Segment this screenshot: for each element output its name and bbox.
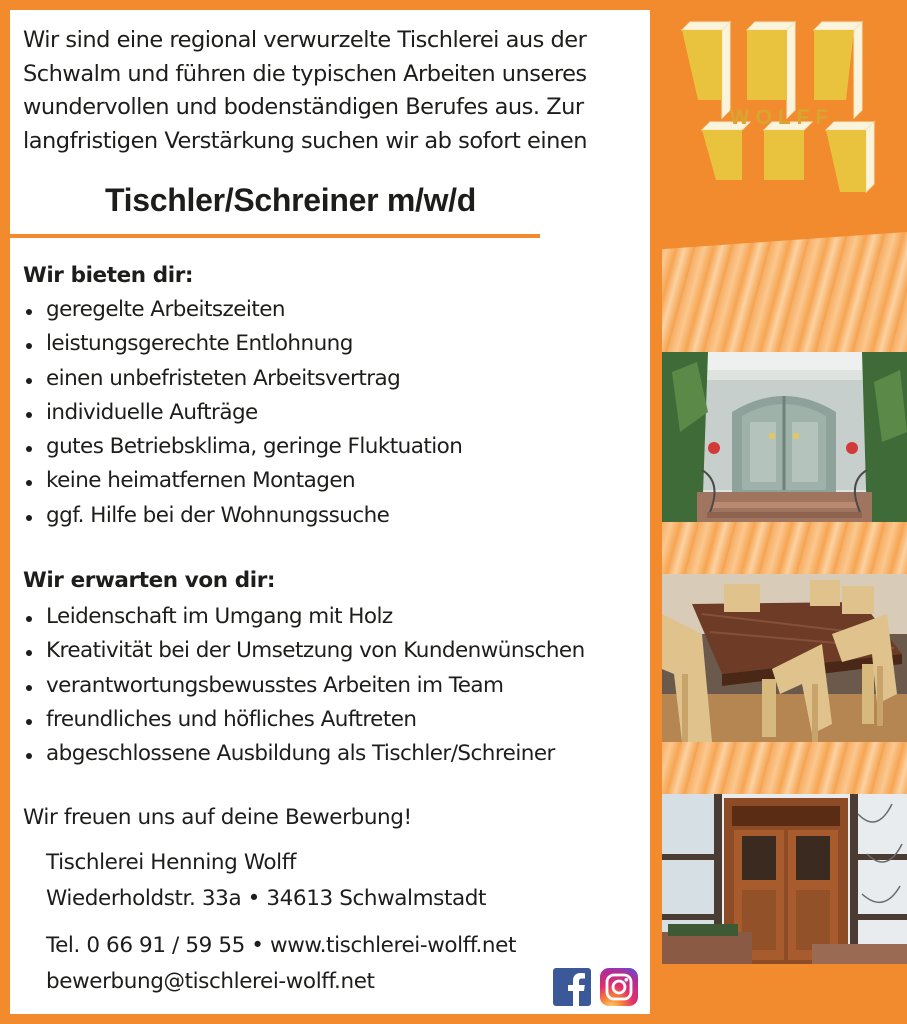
expect-list	[22, 600, 585, 771]
intro-line: Schwalm und führen die typischen Arbeiten unseres	[23, 60, 587, 87]
wood-texture-band	[662, 232, 907, 354]
list-item: Leidenschaft im Umgang mit Holz	[22, 600, 585, 634]
wolff-logo	[664, 12, 900, 204]
facebook-icon[interactable]	[553, 968, 591, 1006]
phone-and-website[interactable]: Tel. 0 66 91 / 59 55 • www.tischlerei-wolff.net	[46, 933, 517, 958]
offer-list	[22, 293, 462, 533]
list-item: einen unbefristeten Arbeitsvertrag	[22, 362, 462, 396]
list-item: ggf. Hilfe bei der Wohnungssuche	[22, 499, 462, 533]
intro-line: langfristigen Verstärkung suchen wir ab sofort einen	[23, 127, 587, 154]
company-name: Tischlerei Henning Wolff	[46, 850, 297, 875]
intro-line: Wir sind eine regional verwurzelte Tischlerei aus der	[23, 27, 587, 53]
email-link[interactable]: bewerbung@tischlerei-wolff.net	[46, 969, 375, 994]
list-item: geregelte Arbeitszeiten	[22, 293, 462, 327]
list-item: Kreativität bei der Umsetzung von Kundenwünschen	[22, 634, 585, 668]
list-item: keine heimatfernen Montagen	[22, 464, 462, 498]
wood-texture-band	[662, 522, 907, 574]
intro-line: wundervollen und bodenständigen Berufes aus. Zur	[23, 94, 584, 120]
list-item: gutes Betriebsklima, geringe Fluktuation	[22, 430, 462, 464]
list-item: individuelle Aufträge	[22, 396, 462, 430]
list-item: verantwortungsbewusstes Arbeiten im Team	[22, 669, 585, 703]
expect-heading: Wir erwarten von dir:	[23, 568, 276, 593]
wood-texture-band	[662, 742, 907, 794]
title-underline	[10, 234, 540, 238]
job-ad-panel	[10, 10, 650, 1014]
logo-wordmark: WOLFF	[729, 106, 835, 129]
intro-text	[23, 24, 643, 158]
job-title: Tischler/Schreiner m/w/d	[105, 182, 477, 218]
dining-table-photo	[662, 574, 907, 742]
entrance-door-photo	[662, 352, 907, 522]
address: Wiederholdstr. 33a • 34613 Schwalmstadt	[46, 886, 487, 911]
list-item: freundliches und höfliches Auftreten	[22, 703, 585, 737]
closing-line: Wir freuen uns auf deine Bewerbung!	[23, 805, 412, 830]
wooden-door-photo	[662, 794, 907, 964]
instagram-icon[interactable]	[600, 968, 638, 1006]
list-item: leistungsgerechte Entlohnung	[22, 327, 462, 361]
list-item: abgeschlossene Ausbildung als Tischler/Schreiner	[22, 737, 585, 771]
offer-heading: Wir bieten dir:	[23, 263, 194, 288]
